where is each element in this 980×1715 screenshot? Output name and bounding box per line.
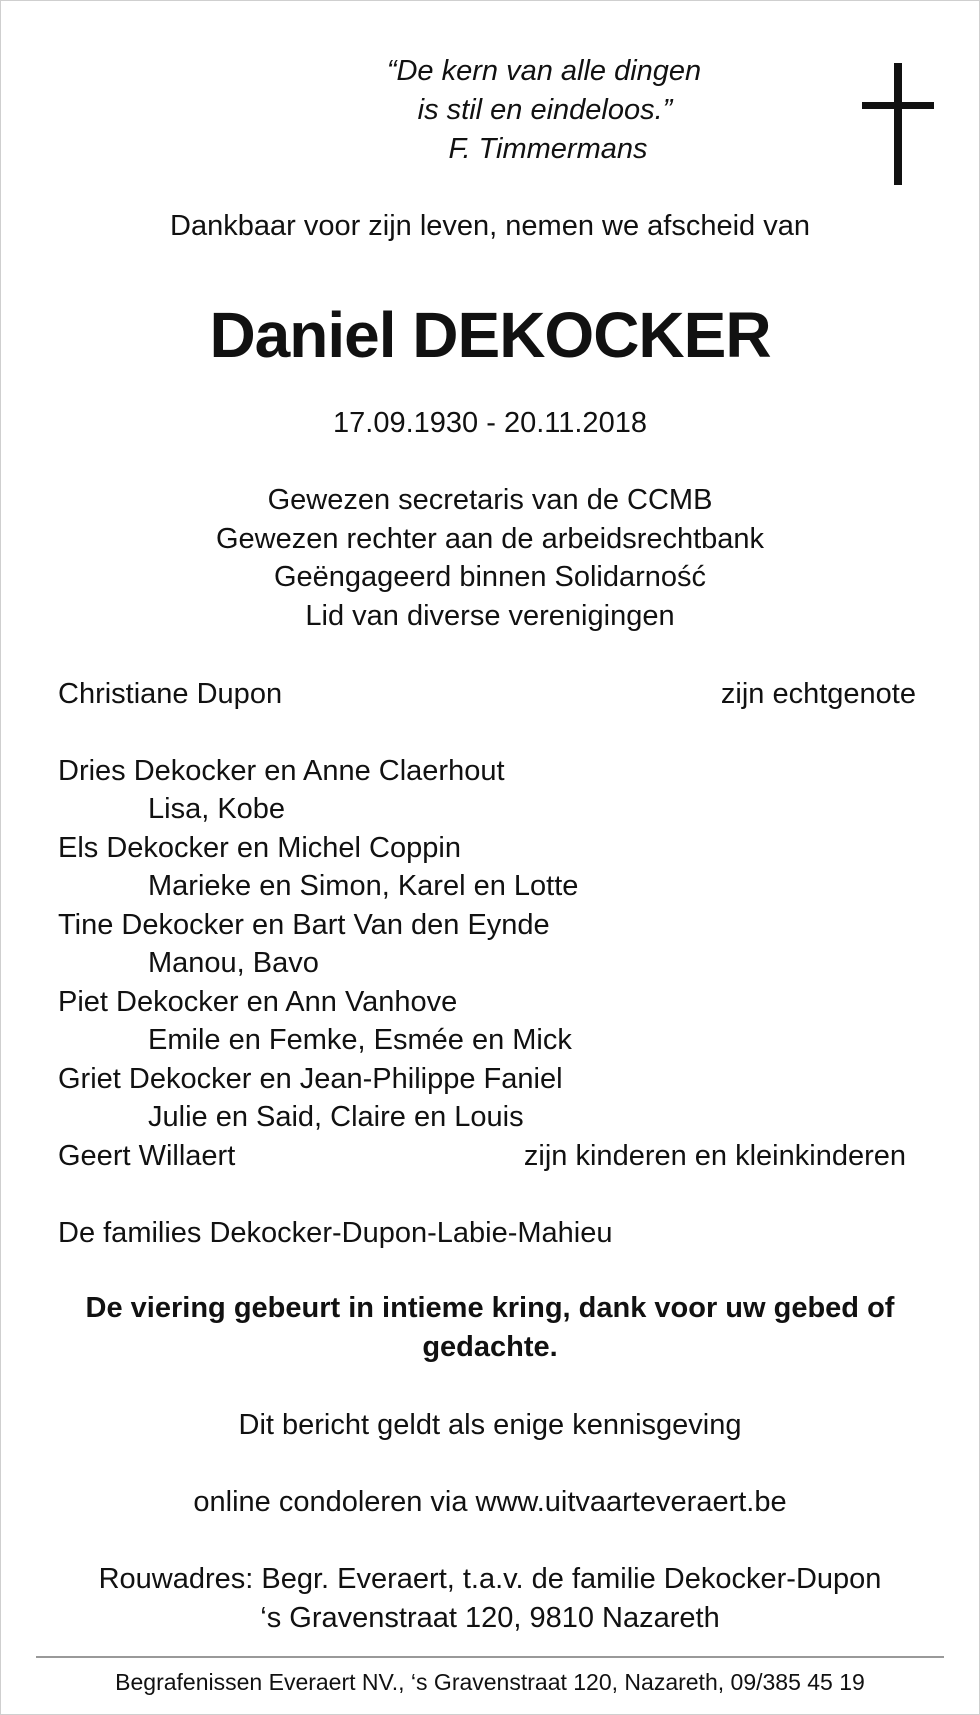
child-couple: Dries Dekocker en Anne Claerhout: [58, 755, 505, 787]
quote-author: F. Timmermans: [448, 133, 648, 165]
online-condolence: online condoleren via www.uitvaarteveraert.be: [193, 1486, 787, 1518]
divider: [36, 1656, 944, 1658]
grandchildren: Marieke en Simon, Karel en Lotte: [148, 870, 579, 902]
cross-icon: [862, 63, 934, 185]
spouse-relation: zijn echtgenote: [720, 678, 916, 710]
mourning-address: ‘s Gravenstraat 120, 9810 Nazareth: [260, 1602, 720, 1634]
footer-text: Begrafenissen Everaert NV., ‘s Gravenstraat 120, Nazareth, 09/385 45 19: [115, 1669, 865, 1695]
child-couple: Els Dekocker en Michel Coppin: [58, 832, 461, 864]
role-line: Gewezen secretaris van de CCMB: [267, 484, 713, 516]
grandchildren: Manou, Bavo: [148, 947, 319, 979]
role-line: Lid van diverse verenigingen: [305, 600, 675, 632]
deceased-name: Daniel DEKOCKER: [209, 299, 771, 371]
child-couple: Piet Dekocker en Ann Vanhove: [58, 986, 458, 1018]
role-line: Geëngageerd binnen Solidarność: [273, 561, 707, 593]
families-line: De families Dekocker-Dupon-Labie-Mahieu: [58, 1217, 613, 1249]
children-relation: zijn kinderen en kleinkinderen: [523, 1140, 906, 1172]
child-name: Geert Willaert: [58, 1140, 236, 1172]
notice-text: Dit bericht geldt als enige kennisgeving: [238, 1409, 742, 1441]
quote-line: “De kern van alle dingen: [386, 55, 702, 87]
role-line: Gewezen rechter aan de arbeidsrechtbank: [215, 523, 765, 555]
intro-text: Dankbaar voor zijn leven, nemen we afscheid van: [170, 210, 810, 242]
spouse-name: Christiane Dupon: [58, 678, 283, 710]
grandchildren: Julie en Said, Claire en Louis: [148, 1101, 524, 1133]
ceremony-note: De viering gebeurt in intieme kring, dank voor uw gebed of gedachte.: [85, 1292, 895, 1363]
quote: [0, 52, 980, 169]
child-couple: Tine Dekocker en Bart Van den Eynde: [58, 909, 550, 941]
grandchildren: Lisa, Kobe: [148, 793, 286, 825]
quote-line: is stil en eindeloos.”: [417, 94, 673, 126]
life-dates: 17.09.1930 - 20.11.2018: [333, 407, 647, 439]
child-couple: Griet Dekocker en Jean-Philippe Faniel: [58, 1063, 563, 1095]
grandchildren: Emile en Femke, Esmée en Mick: [148, 1024, 572, 1056]
mourning-address: Rouwadres: Begr. Everaert, t.a.v. de familie Dekocker-Dupon: [98, 1563, 882, 1595]
